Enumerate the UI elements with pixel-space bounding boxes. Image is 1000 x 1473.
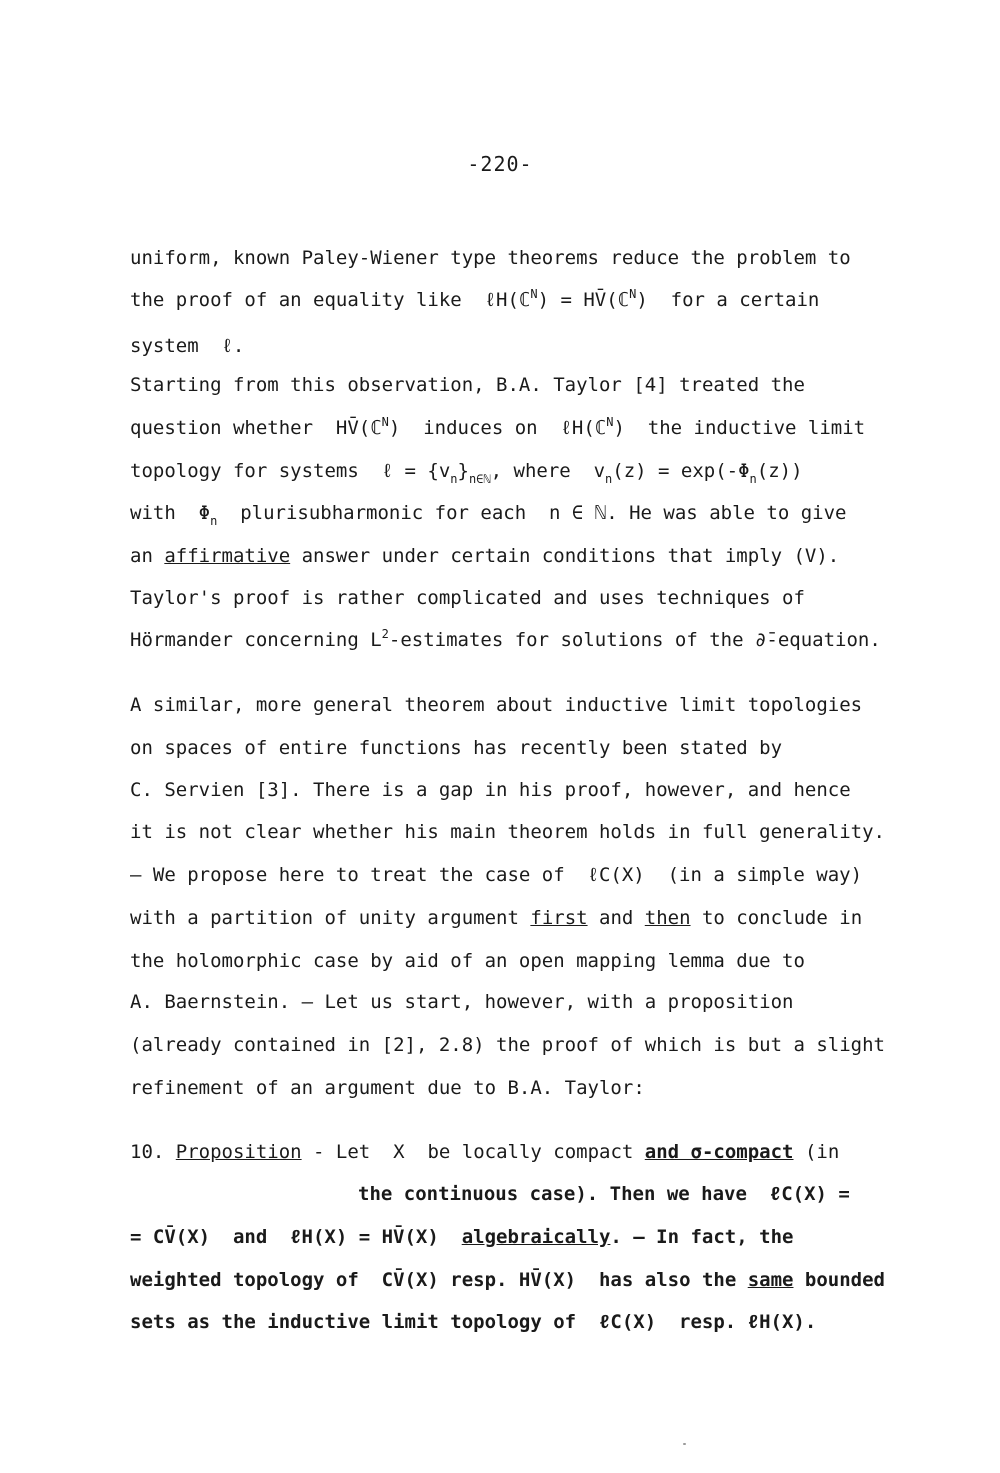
- text-span: ) for a certain: [636, 289, 820, 311]
- text-span: topology for systems ℓ = {v: [130, 460, 451, 482]
- subscript: n: [749, 472, 757, 486]
- text-span: bounded: [793, 1269, 885, 1291]
- text-span: (z) = exp(-Φ: [612, 460, 750, 482]
- text-line: [130, 416, 865, 440]
- text-line: [130, 459, 803, 486]
- underlined-word: affirmative: [164, 545, 291, 567]
- page-number: -220-: [467, 152, 533, 176]
- text-line: the holomorphic case by aid of an open mapping lemma due to: [130, 950, 805, 972]
- text-span: }: [457, 460, 469, 482]
- text-line: Starting from this observation, B.A. Taylor [4] treated the: [130, 374, 805, 396]
- superscript: N: [606, 415, 614, 429]
- subscript: n: [450, 472, 458, 486]
- math-expr: ) = HV̄(ℂ: [537, 289, 630, 311]
- text-span: -estimates for solutions of the ∂̄-equation.: [388, 629, 881, 651]
- text-line: [130, 628, 881, 652]
- superscript: N: [629, 287, 637, 301]
- proposition-number: 10.: [130, 1141, 176, 1163]
- text-span: an: [130, 545, 165, 567]
- text-line: Taylor's proof is rather complicated and uses techniques of: [130, 587, 805, 609]
- text-line: C. Servien [3]. There is a gap in his proof, however, and hence: [130, 779, 851, 801]
- underlined-word: then: [644, 907, 691, 929]
- text-line: on spaces of entire functions has recently been stated by: [130, 737, 783, 759]
- text-line: [130, 544, 839, 568]
- text-span: (z)): [756, 460, 803, 482]
- superscript: N: [530, 287, 538, 301]
- text-span: to conclude in: [690, 907, 863, 929]
- text-line: [130, 501, 847, 528]
- text-span: ) induces on ℓH(ℂ: [388, 417, 607, 439]
- text-line: refinement of an argument due to B.A. Taylor:: [130, 1077, 645, 1099]
- text-span: . — In fact, the: [610, 1226, 794, 1248]
- proposition-heading: Proposition: [175, 1141, 302, 1163]
- text-span: the proof of an equality like: [130, 289, 485, 311]
- text-span: answer under certain conditions that imply (V).: [290, 545, 840, 567]
- text-span: with Φ: [130, 502, 211, 524]
- scan-speck: [683, 1443, 686, 1445]
- underlined-word: and σ-compact: [644, 1141, 794, 1163]
- text-line: A similar, more general theorem about inductive limit topologies: [130, 694, 863, 716]
- text-line: — We propose here to treat the case of ℓC(X) (in a simple way): [130, 864, 863, 886]
- text-line: [130, 1268, 885, 1292]
- text-span: weighted topology of CV̄(X) resp. HV̄(X) has also the: [130, 1269, 748, 1291]
- text-line: it is not clear whether his main theorem holds in full generality.: [130, 821, 885, 843]
- text-line: [130, 1140, 839, 1164]
- math-expr: ℓH(ℂ: [484, 289, 531, 311]
- text-line: A. Baernstein. — Let us start, however, with a proposition: [130, 991, 794, 1013]
- superscript: 2: [381, 627, 389, 641]
- text-span: (in: [793, 1141, 840, 1163]
- subscript: n: [605, 472, 613, 486]
- superscript: N: [381, 415, 389, 429]
- text-span: , where v: [490, 460, 606, 482]
- text-line: (already contained in [2], 2.8) the proof of which is but a slight: [130, 1034, 885, 1056]
- text-line: sets as the inductive limit topology of ℓC(X) resp. ℓH(X).: [130, 1311, 817, 1333]
- underlined-word: algebraically: [461, 1226, 611, 1248]
- text-line: the continuous case). Then we have ℓC(X) =: [358, 1183, 850, 1205]
- text-span: = CV̄(X) and ℓH(X) = HV̄(X): [130, 1226, 462, 1248]
- text-span: plurisubharmonic for each n ∈ ℕ. He was able to give: [217, 502, 847, 524]
- text-span: Hörmander concerning L: [130, 629, 382, 651]
- subscript: n∈ℕ: [468, 472, 491, 486]
- text-line: [130, 288, 819, 312]
- text-span: ) the inductive limit: [613, 417, 866, 439]
- text-line: [130, 906, 862, 930]
- subscript: n: [210, 514, 218, 528]
- text-span: and: [587, 907, 645, 929]
- text-line: system ℓ.: [130, 335, 245, 357]
- text-line: uniform, known Paley-Wiener type theorems reduce the problem to: [130, 247, 851, 269]
- text-line: [130, 1225, 793, 1249]
- text-span: question whether HV̄(ℂ: [130, 417, 382, 439]
- underlined-word: first: [530, 907, 588, 929]
- text-span: with a partition of unity argument: [130, 907, 531, 929]
- underlined-word: same: [747, 1269, 794, 1291]
- text-span: - Let X be locally compact: [301, 1141, 645, 1163]
